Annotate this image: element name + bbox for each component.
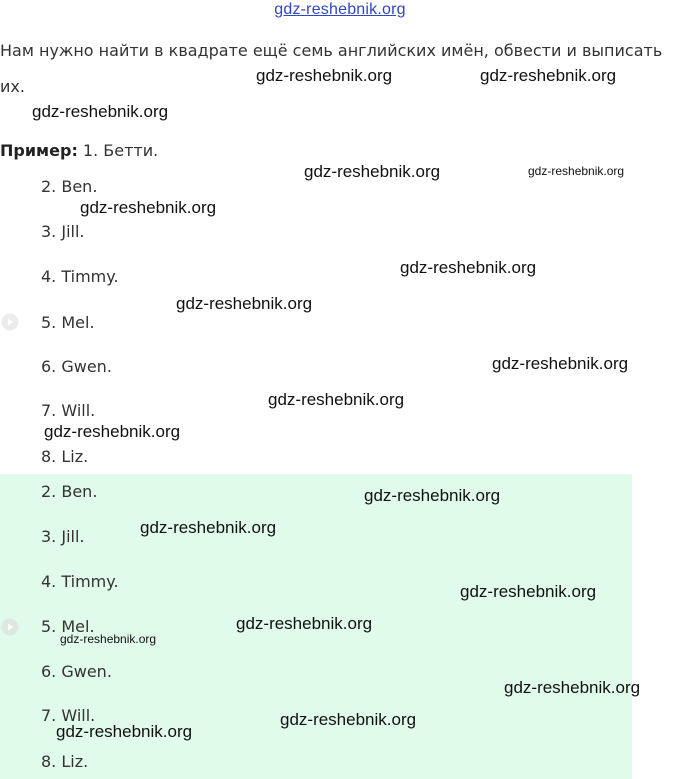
watermark: gdz-reshebnik.org <box>236 614 373 633</box>
list-item: 3. Jill. <box>41 222 85 241</box>
watermark: gdz-reshebnik.org <box>176 294 313 313</box>
example-line <box>0 141 158 160</box>
watermark: gdz-reshebnik.org <box>80 198 217 217</box>
list-item: 5. Mel. <box>41 313 95 332</box>
list-item: 4. Timmy. <box>41 267 119 286</box>
watermark: gdz-reshebnik.org <box>140 518 277 537</box>
list-item: 2. Ben. <box>41 177 98 196</box>
answer-item: 5. Mel. <box>41 617 95 636</box>
watermark: gdz-reshebnik.org <box>44 422 181 441</box>
answer-item: 2. Ben. <box>41 482 98 501</box>
watermark: gdz-reshebnik.org <box>480 66 617 85</box>
watermark: gdz-reshebnik.org <box>56 722 193 741</box>
watermark: gdz-reshebnik.org <box>32 102 169 121</box>
answer-item: 4. Timmy. <box>41 572 119 591</box>
watermark: gdz-reshebnik.org <box>304 162 441 181</box>
answer-item: 6. Gwen. <box>41 662 112 681</box>
task-description-line-1: Нам нужно найти в квадрате ещё семь английских имён, обвести и выписать <box>0 41 663 60</box>
list-item: 7. Will. <box>41 401 96 420</box>
play-icon[interactable] <box>1 313 19 331</box>
play-icon[interactable] <box>1 618 19 636</box>
watermark: gdz-reshebnik.org <box>268 390 405 409</box>
watermark: gdz-reshebnik.org <box>364 486 501 505</box>
answer-item: 7. Will. <box>41 706 96 725</box>
answer-item: 8. Liz. <box>41 752 89 771</box>
example-text: 1. Бетти. <box>77 141 159 160</box>
watermark: gdz-reshebnik.org <box>460 582 597 601</box>
watermark: gdz-reshebnik.org <box>60 632 157 646</box>
watermark: gdz-reshebnik.org <box>280 710 417 729</box>
watermark: gdz-reshebnik.org <box>504 678 641 697</box>
watermark: gdz-reshebnik.org <box>256 66 393 85</box>
answer-item: 3. Jill. <box>41 527 85 546</box>
watermark: gdz-reshebnik.org <box>400 258 537 277</box>
example-label: Пример: <box>0 141 78 160</box>
list-item: 8. Liz. <box>41 447 89 466</box>
watermark: gdz-reshebnik.org <box>492 354 629 373</box>
header-site-link[interactable]: gdz-reshebnik.org <box>274 1 406 18</box>
watermark: gdz-reshebnik.org <box>528 164 625 178</box>
task-description-line-2: их. <box>0 77 25 96</box>
list-item: 6. Gwen. <box>41 357 112 376</box>
